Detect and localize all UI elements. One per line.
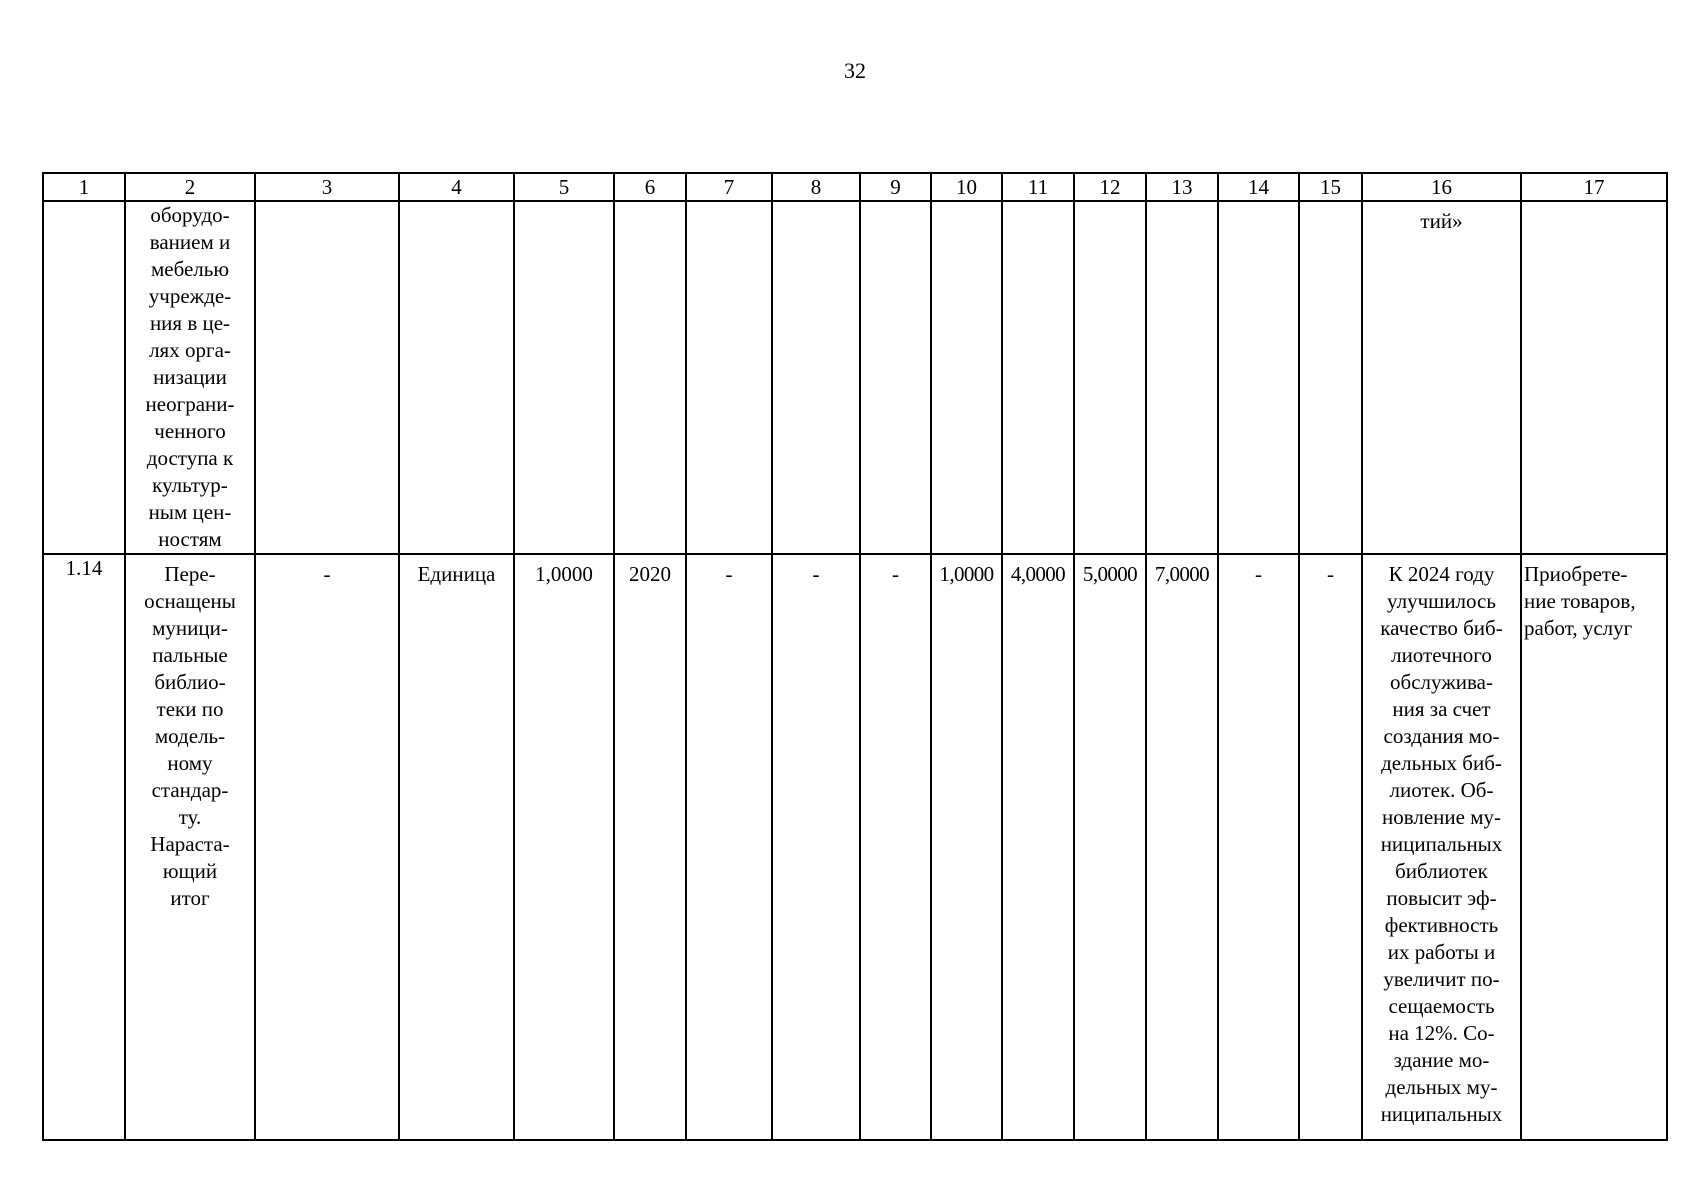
table-cell — [614, 201, 686, 554]
column-header: 7 — [686, 173, 772, 201]
column-header: 2 — [125, 173, 255, 201]
cell-text: - — [1327, 562, 1334, 586]
table-cell — [860, 554, 931, 1140]
column-header: 5 — [514, 173, 614, 201]
table-cell — [125, 554, 255, 1140]
column-header: 14 — [1218, 173, 1299, 201]
table-cell — [1146, 201, 1218, 554]
table-cell — [772, 554, 860, 1140]
column-header: 9 — [860, 173, 931, 201]
table-header-row — [43, 173, 1667, 201]
table-cell — [1218, 554, 1299, 1140]
table-cell — [1299, 554, 1362, 1140]
table-cell — [686, 201, 772, 554]
value-cell: 4,0000 — [1010, 562, 1066, 586]
description-cell: К 2024 году улучшилось качество биб- лиотечного обслужива- ния за счет создания мо- дельных биб- лиотек. Об- новление му- ниципальных библиотек повысит эф- фективность их работы и увеличит по- сещаемость на 12%. Со- здание мо- дельных му- ниципальных — [1380, 562, 1503, 1126]
unit-cell: Единица — [417, 562, 496, 586]
column-header: 16 — [1362, 173, 1521, 201]
column-header: 11 — [1002, 173, 1074, 201]
cell-text: - — [1255, 562, 1262, 586]
base-year-cell: 2020 — [629, 562, 671, 586]
table-cell — [1218, 201, 1299, 554]
table-cell — [1521, 554, 1667, 1140]
table-cell — [43, 554, 125, 1140]
value-cell: 7,0000 — [1154, 562, 1210, 586]
table-cell — [43, 201, 125, 554]
table-cell — [931, 554, 1002, 1140]
table-cell — [931, 201, 1002, 554]
value-cell: 5,0000 — [1082, 562, 1138, 586]
column-header: 6 — [614, 173, 686, 201]
table-cell — [399, 554, 514, 1140]
cell-text: - — [323, 562, 331, 586]
column-header: 8 — [772, 173, 860, 201]
column-header: 10 — [931, 173, 1002, 201]
table-cell — [860, 201, 931, 554]
value-cell: 1,0000 — [939, 562, 994, 586]
table-cell — [514, 201, 614, 554]
cell-text: оборудо- ванием и мебелью учрежде- ния в це- лях орга- низации неограни- ченного доступа к культур- ным цен- ностям — [145, 203, 235, 551]
table-cell — [125, 201, 255, 554]
table-cell — [614, 554, 686, 1140]
table-cell — [1002, 554, 1074, 1140]
table-cell — [1146, 554, 1218, 1140]
column-header: 12 — [1074, 173, 1146, 201]
table-cell — [1299, 201, 1362, 554]
table-cell — [255, 554, 399, 1140]
table-cell — [772, 201, 860, 554]
table-cell — [686, 554, 772, 1140]
table-cell — [1362, 201, 1521, 554]
column-header: 15 — [1299, 173, 1362, 201]
row-number: 1.14 — [65, 556, 103, 580]
cell-text: - — [892, 562, 899, 586]
table-row — [43, 554, 1667, 1140]
cell-text: Приобрете- ние товаров, работ, услуг — [1524, 562, 1636, 640]
cell-text: - — [812, 562, 820, 586]
page-number: 32 — [844, 58, 866, 83]
column-header: 1 — [43, 173, 125, 201]
column-header: 3 — [255, 173, 399, 201]
table-cell — [1521, 201, 1667, 554]
table-cell — [514, 554, 614, 1140]
table-cell — [1074, 554, 1146, 1140]
column-header: 17 — [1521, 173, 1667, 201]
data-table — [42, 172, 1668, 1141]
table-cell — [1362, 554, 1521, 1140]
table-cell — [1074, 201, 1146, 554]
cell-text: - — [725, 562, 733, 586]
table-cell — [255, 201, 399, 554]
cell-text: Пере- оснащены муници- пальные библио- теки по модель- ному стандар- ту. Нараста- ющий итог — [144, 562, 236, 910]
table-cell — [1002, 201, 1074, 554]
column-header: 13 — [1146, 173, 1218, 201]
table-cell — [399, 201, 514, 554]
column-header: 4 — [399, 173, 514, 201]
base-value-cell: 1,0000 — [535, 562, 593, 586]
table-row — [43, 201, 1667, 554]
cell-text: тий» — [1420, 209, 1463, 233]
